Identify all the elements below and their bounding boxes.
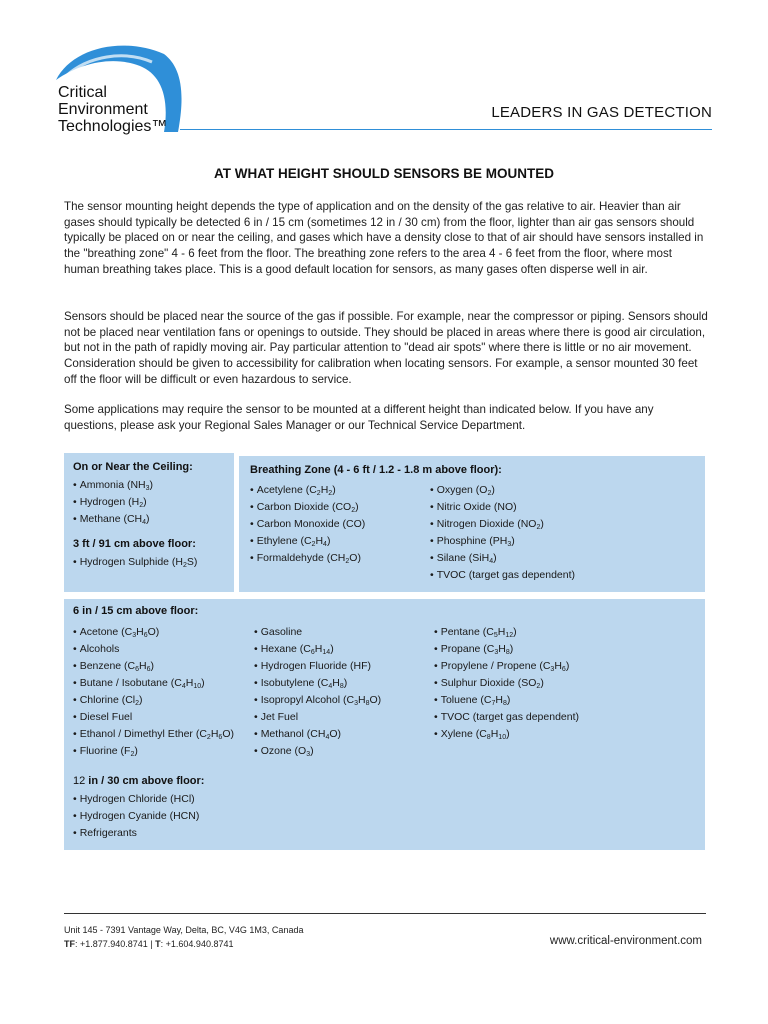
telephone-label: T (155, 939, 161, 949)
six-inch-box (64, 599, 705, 850)
gas-item: • Propylene / Propene $(C_3H_6)$ (434, 658, 579, 675)
gas-item: • Refrigerants (73, 825, 204, 842)
twelve-inch-label: in / 30 cm above floor: (85, 775, 205, 787)
logo-text-line-1: Critical (58, 84, 107, 101)
twelve-inch-list (73, 791, 204, 842)
gas-item: • Methane $(CH_4)$ (73, 511, 225, 528)
gas-item: • Hydrogen $(H_2)$ (73, 494, 225, 511)
gas-item: • Ozone $(O_3)$ (254, 743, 381, 760)
footer-address-block (64, 923, 303, 951)
gas-item: • Isopropyl Alcohol $(C_3H_8O)$ (254, 692, 381, 709)
header-divider (180, 129, 712, 130)
gas-item: • Ethylene $(C_2H_4)$ (250, 533, 365, 550)
gas-item: • Acetylene $(C_2H_2)$ (250, 482, 365, 499)
gas-item: • Isobutylene $(C_4H_8)$ (254, 675, 381, 692)
gas-item: • Propane $(C_3H_8)$ (434, 641, 579, 658)
gas-item: • Ammonia $(NH_3)$ (73, 477, 225, 494)
gas-item: • Oxygen $(O_2)$ (430, 482, 575, 499)
footer-divider (64, 913, 706, 914)
ceiling-title: On or Near the Ceiling: (73, 461, 193, 473)
ceiling-subtitle: 3 ft / 91 cm above floor: (73, 538, 196, 550)
company-logo (52, 40, 187, 140)
six-inch-list-1 (73, 624, 234, 760)
gas-item: • Fluorine $(F_2)$ (73, 743, 234, 760)
breathing-zone-list-1 (250, 482, 365, 567)
gas-item: • Hydrogen Fluoride (HF) (254, 658, 381, 675)
breathing-zone-list-2 (430, 482, 575, 584)
gas-item: • Phosphine $(PH_3)$ (430, 533, 575, 550)
gas-item: • Ethanol / Dimethyl Ether $(C_2H_6O)$ (73, 726, 234, 743)
logo-text-line-3: Technologies™ (58, 118, 168, 135)
six-inch-list-2 (254, 624, 381, 760)
six-inch-title: 6 in / 15 cm above floor: (73, 605, 199, 617)
gas-item: • Pentane $(C_5H_{12})$ (434, 624, 579, 641)
breathing-zone-box (239, 456, 705, 592)
gas-item: • Diesel Fuel (73, 709, 234, 726)
gas-item: • Nitrogen Dioxide $(NO_2)$ (430, 516, 575, 533)
gas-item: • Hydrogen Chloride (HCl) (73, 791, 204, 808)
gas-item: • Methanol $(CH_4O)$ (254, 726, 381, 743)
gas-item: • Alcohols (73, 641, 234, 658)
gas-item: • Carbon Dioxide $(CO_2)$ (250, 499, 365, 516)
gas-item: • TVOC (target gas dependent) (430, 567, 575, 584)
breathing-zone-title: Breathing Zone (4 - 6 ft / 1.2 - 1.8 m above floor): (250, 464, 502, 476)
contact-paragraph: Some applications may require the sensor to be mounted at a different height than indicated below. If you have any questions, please ask your Regional Sales Manager or our Technical Service Department. (64, 403, 654, 432)
telephone-number: : +1.604.940.8741 (160, 939, 234, 949)
website-link[interactable]: www.critical-environment.com (549, 935, 702, 947)
twelve-inch-number: 12 (73, 775, 86, 787)
placement-paragraph: Sensors should be placed near the source of the gas if possible. For example, near the compressor or piping. Sensors should not be placed near ventilation fans or openings to outside. They should be placed in areas where there is good air circulation, but not in the path of rapidly moving air. Pay particular attention to "dead air spots" where there is little or no air movement. Consideration should be given to accessibility for calibration when locating sensors. For example, a sensor mounted 30 feet off the floor will be difficult or even hazardous to service. (64, 310, 708, 386)
gas-item: • Toluene $(C_7H_8)$ (434, 692, 579, 709)
gas-item: • Formaldehyde $(CH_2O)$ (250, 550, 365, 567)
page-title: AT WHAT HEIGHT SHOULD SENSORS BE MOUNTED (214, 166, 554, 181)
gas-item: • TVOC (target gas dependent) (434, 709, 579, 726)
ceiling-box (64, 453, 234, 592)
gas-item: • Butane / Isobutane $(C_4H_{10})$ (73, 675, 234, 692)
footer-phone (64, 937, 303, 951)
toll-free-label: TF (64, 939, 75, 949)
gas-item: • Hexane $(C_6H_{14})$ (254, 641, 381, 658)
gas-item: • Nitric Oxide (NO) (430, 499, 575, 516)
toll-free-number: : +1.877.940.8741 | (75, 939, 156, 949)
gas-item: • Acetone $(C_3H_6O)$ (73, 624, 234, 641)
three-ft-list (73, 554, 225, 571)
tagline: LEADERS IN GAS DETECTION (491, 104, 712, 121)
intro-paragraph: The sensor mounting height depends the type of application and on the density of the gas relative to air. Heavier than air gases should typically be detected 6 in / 15 cm (sometimes 12 in / 30 cm) from the floor, lighter than air gas sensors should typically be placed on or near the ceiling, and gases which have a density close to that of air should have sensors installed in the "breathing zone" 4 - 6 feet from the floor. The breathing zone refers to the area 4 - 6 feet from the floor, where most human breathing takes place. This is a good default location for sensors, as many gases often disperse well in air. (64, 200, 704, 276)
gas-item: • Benzene $(C_6H_6)$ (73, 658, 234, 675)
gas-item: • Carbon Monoxide (CO) (250, 516, 365, 533)
gas-item: • Silane (SiH$_4$) (430, 550, 575, 567)
six-inch-list-3 (434, 624, 579, 743)
gas-item: • Jet Fuel (254, 709, 381, 726)
gas-item: • Hydrogen Sulphide $(H_2S)$ (73, 554, 225, 571)
ceiling-list (73, 477, 225, 528)
gas-item: • Hydrogen Cyanide (HCN) (73, 808, 204, 825)
gas-item: • Gasoline (254, 624, 381, 641)
footer-address: Unit 145 - 7391 Vantage Way, Delta, BC, V4G 1M3, Canada (64, 925, 304, 935)
gas-item: • Chlorine $(Cl_2)$ (73, 692, 234, 709)
twelve-inch-title (73, 775, 204, 787)
gas-item: • Sulphur Dioxide $(SO_2)$ (434, 675, 579, 692)
logo-text-line-2: Environment (58, 101, 148, 118)
gas-item: • Xylene $(C_8H_{10})$ (434, 726, 579, 743)
